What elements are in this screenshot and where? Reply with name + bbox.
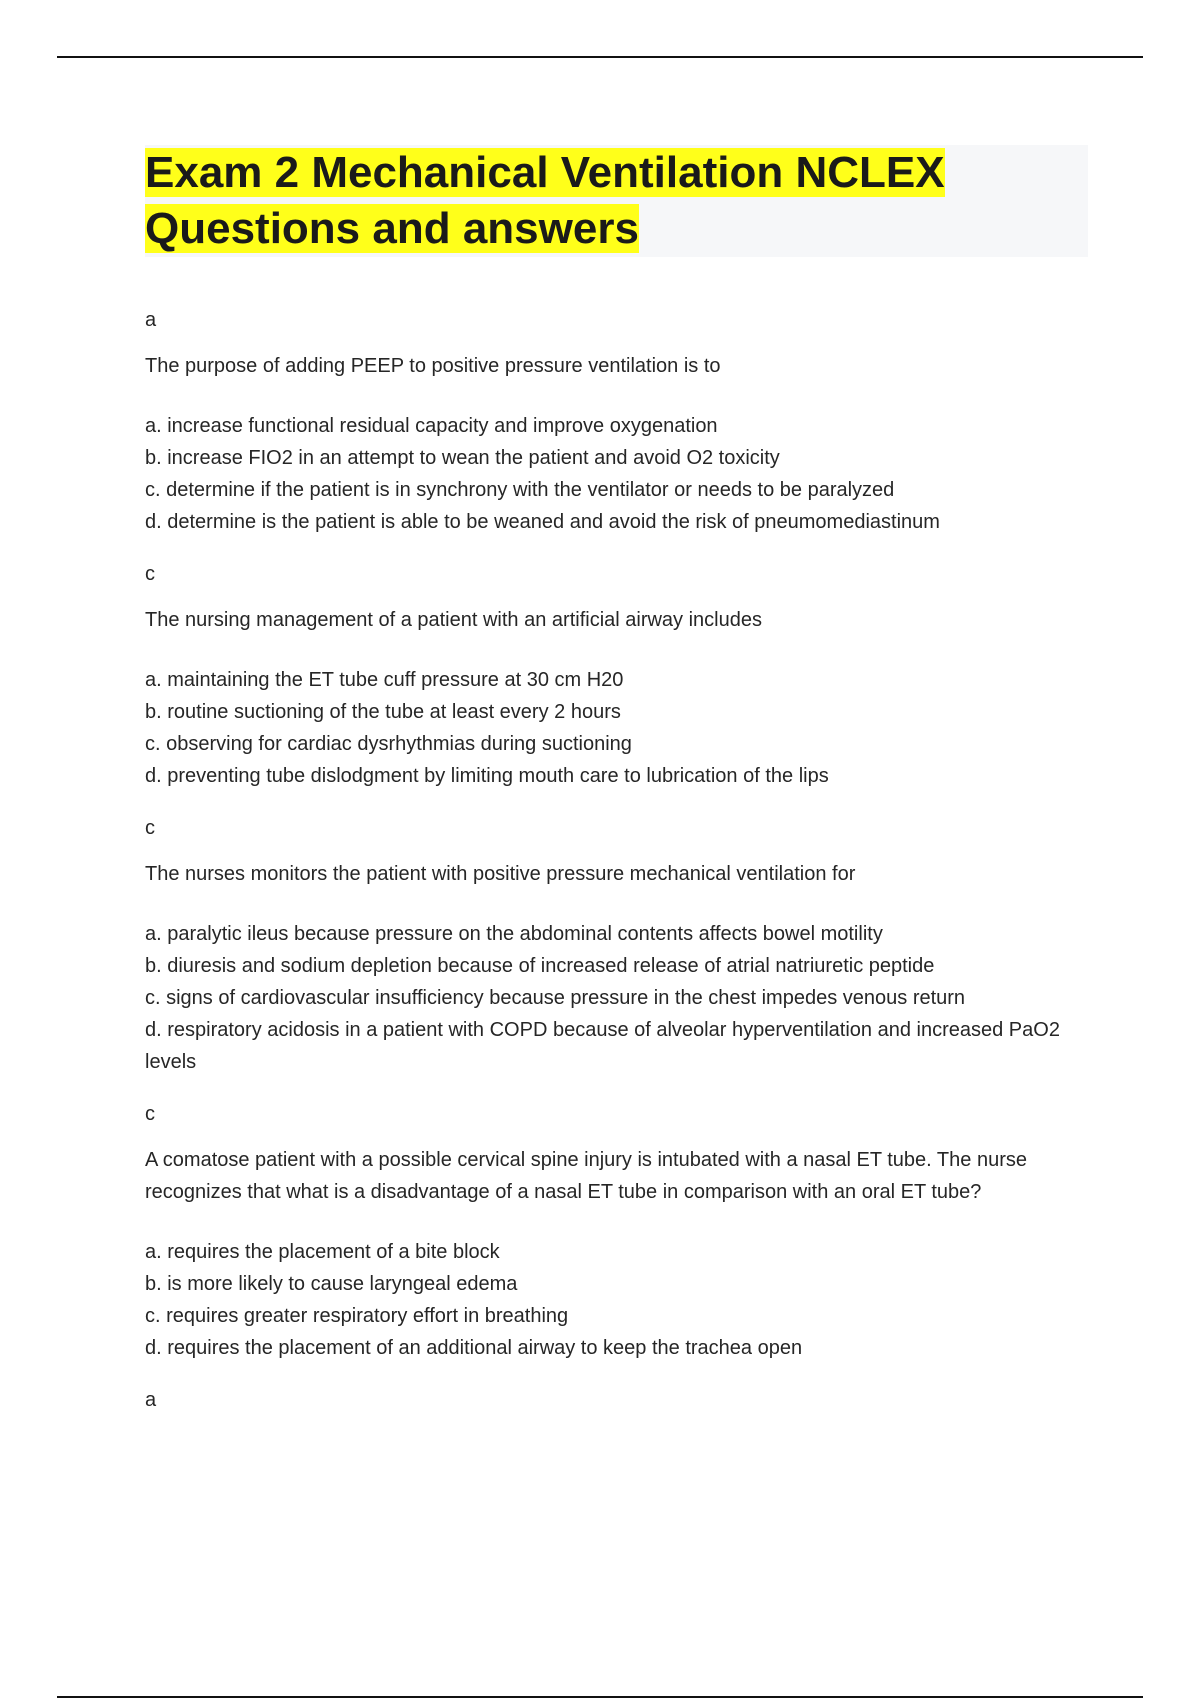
option-list xyxy=(145,410,1075,538)
answer-key: a xyxy=(145,309,157,331)
option-b: b. is more likely to cause laryngeal edema xyxy=(145,1273,518,1295)
option-c: c. observing for cardiac dysrhythmias during suctioning xyxy=(145,733,632,755)
option-c: c. requires greater respiratory effort in breathing xyxy=(145,1305,569,1327)
option-a: a. paralytic ileus because pressure on the abdominal contents affects bowel motility xyxy=(145,923,883,945)
answer-key: c xyxy=(145,1103,155,1125)
qa-item xyxy=(145,1098,1075,1364)
answer-key-final: a xyxy=(145,1389,157,1411)
option-b: b. increase FIO2 in an attempt to wean the patient and avoid O2 toxicity xyxy=(145,447,780,469)
option-list xyxy=(145,664,1075,792)
answer-key: c xyxy=(145,563,155,585)
page-title-text: Exam 2 Mechanical Ventilation NCLEX Questions and answers xyxy=(145,148,945,253)
answer-key: c xyxy=(145,817,155,839)
bottom-rule xyxy=(57,1696,1143,1698)
option-d: d. requires the placement of an additional airway to keep the trachea open xyxy=(145,1337,803,1359)
qa-item xyxy=(145,812,1075,1078)
page-title xyxy=(145,145,1088,257)
option-b: b. routine suctioning of the tube at least every 2 hours xyxy=(145,701,621,723)
qa-item xyxy=(145,304,1075,538)
question-text: The nursing management of a patient with an artificial airway includes xyxy=(145,609,762,631)
top-rule xyxy=(57,56,1143,58)
option-c: c. determine if the patient is in synchrony with the ventilator or needs to be paralyzed xyxy=(145,479,895,501)
option-list xyxy=(145,1236,1075,1364)
option-list xyxy=(145,918,1075,1078)
qa-content xyxy=(145,304,1075,1416)
question-text: The purpose of adding PEEP to positive pressure ventilation is to xyxy=(145,355,721,377)
qa-item xyxy=(145,558,1075,792)
question-text: A comatose patient with a possible cervical spine injury is intubated with a nasal ET tube. The nurse recognizes that what is a disadvantage of a nasal ET tube in comparison with an oral ET tube? xyxy=(145,1149,1027,1203)
option-a: a. increase functional residual capacity and improve oxygenation xyxy=(145,415,718,437)
option-d: d. preventing tube dislodgment by limiting mouth care to lubrication of the lips xyxy=(145,765,829,787)
option-d: d. respiratory acidosis in a patient with COPD because of alveolar hyperventilation and increased PaO2 levels xyxy=(145,1019,1060,1073)
option-b: b. diuresis and sodium depletion because of increased release of atrial natriuretic peptide xyxy=(145,955,935,977)
question-text: The nurses monitors the patient with positive pressure mechanical ventilation for xyxy=(145,863,856,885)
option-a: a. requires the placement of a bite block xyxy=(145,1241,500,1263)
title-block xyxy=(145,145,1088,257)
option-c: c. signs of cardiovascular insufficiency because pressure in the chest impedes venous return xyxy=(145,987,966,1009)
option-a: a. maintaining the ET tube cuff pressure at 30 cm H20 xyxy=(145,669,624,691)
option-d: d. determine is the patient is able to be weaned and avoid the risk of pneumomediastinum xyxy=(145,511,940,533)
